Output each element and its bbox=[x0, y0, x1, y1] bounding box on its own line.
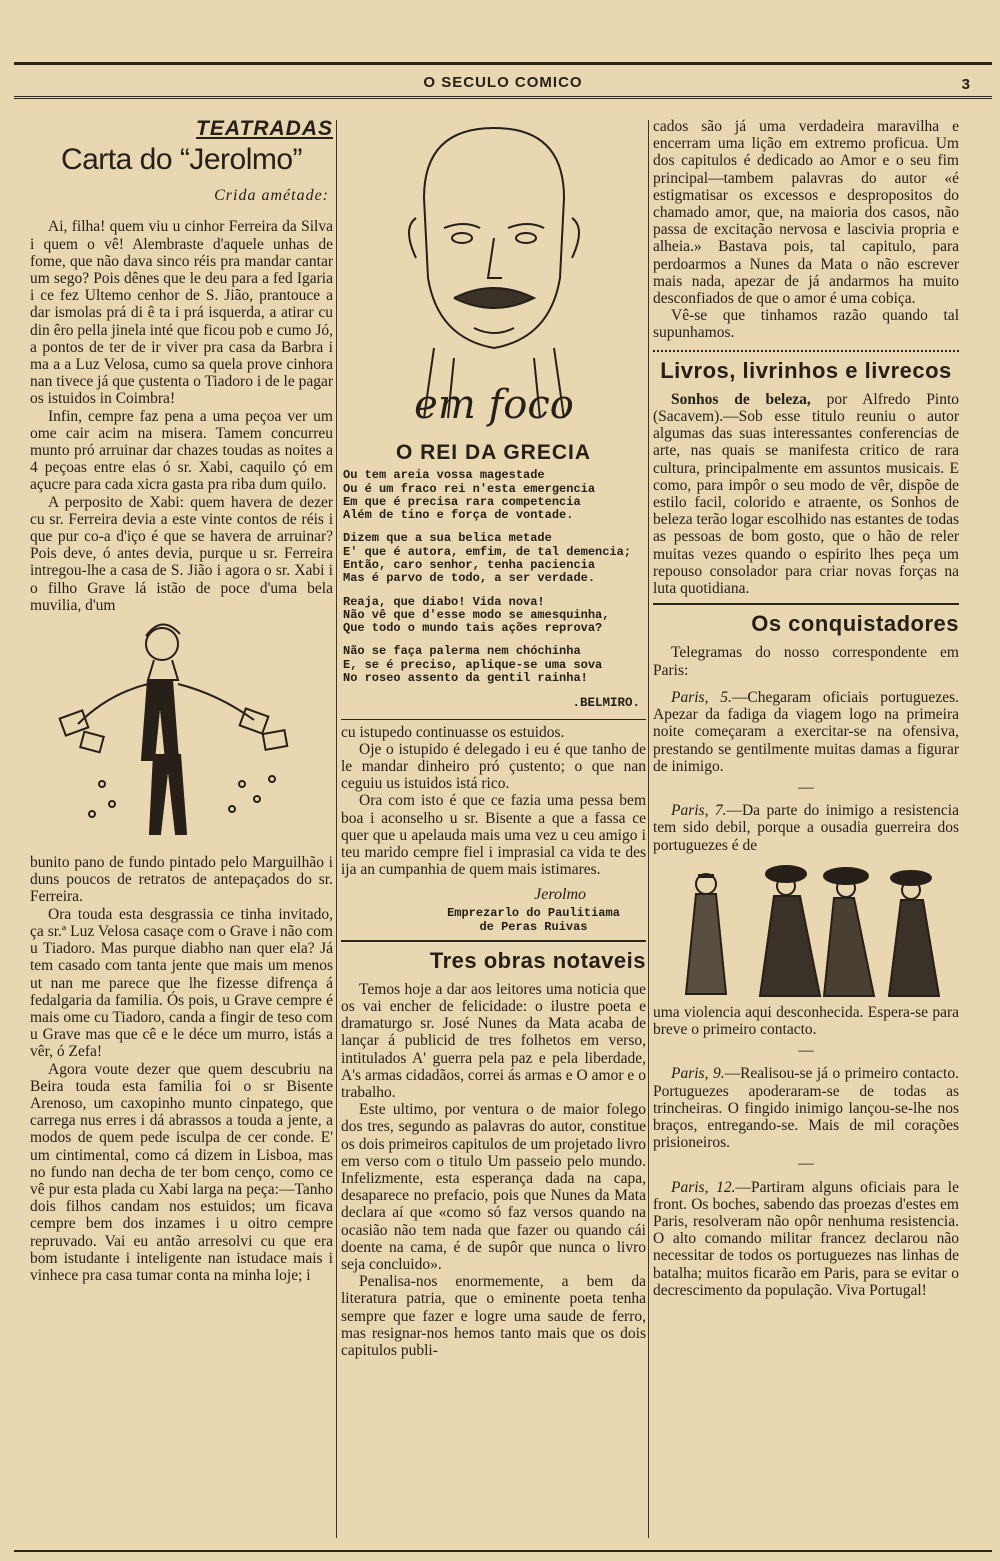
newspaper-title: O SECULO COMICO bbox=[423, 74, 583, 91]
paragraph: cu istupedo continuasse os estuidos. bbox=[341, 723, 565, 741]
dash-separator: — bbox=[798, 778, 814, 796]
telegram bbox=[653, 1065, 959, 1151]
poem-line: Além de tino e força de vontade. bbox=[343, 508, 574, 523]
dash-separator: — bbox=[798, 1155, 814, 1173]
poem-line: No roseo assento da gentil rainha! bbox=[343, 671, 588, 686]
paragraph: bunito pano de fundo pintado pelo Marguilhão i duns poucos de retratos de antepaçados do sr. Ferreira. bbox=[30, 854, 333, 906]
paragraph: Temos hoje a dar aos leitores uma noticia que os vai encher de felicidade: o ilustre poeta e dramaturgo sr. José Nunes da Mata acaba de lançar á publicid de tres folhetos em verso, intitulados A' guerra pela paz e pela liberdade, A's armas cidadãos, correi ás armas e O amor e o trabalho. bbox=[341, 980, 646, 1102]
telegram-text: —Da parte do inimigo a resistencia tem sido debil, porque a ousadia guerreira dos portuguezes é de bbox=[653, 802, 959, 854]
telegram-text: —Realisou-se já o primeiro contacto. Portuguezes apoderaram-se de todas as trincheiras. O fingido inimigo lançou-se-lhe nos braços, entregando-se. Mais de mil corações prisioneiros. bbox=[653, 1065, 959, 1152]
paragraph bbox=[653, 391, 959, 597]
telegram bbox=[653, 802, 959, 854]
section-title-conquistadores: Os conquistadores bbox=[751, 611, 959, 637]
telegram-date: Paris, 7. bbox=[671, 802, 727, 820]
article-title-carta: Carta do “Jerolmo” bbox=[60, 143, 303, 177]
telegram-date: Paris, 5. bbox=[671, 688, 732, 706]
telegram-text: —Chegaram oficiais portuguezes. Apezar da fadiga da viagem logo na primeira noite começaram a exercitar-se na ofensiva, prestando se gentilmente muitas damas a figurar de inimigo. bbox=[653, 688, 959, 775]
paragraph: Oje o istupido é delegado i eu é que tanho de le mandar dinheiro pró çustento; o que nan ceguiu us istuidos istá rico. bbox=[341, 740, 646, 793]
column-1 bbox=[30, 118, 333, 1284]
page-number: 3 bbox=[961, 76, 970, 93]
poem-line: Em que é precisa rara competencia bbox=[343, 494, 581, 509]
column-3 bbox=[653, 118, 959, 1299]
paragraph: uma violencia aqui desconhecida. Espera-se para breve o primeiro contacto. bbox=[653, 1003, 959, 1038]
king-caricature-illustration bbox=[354, 118, 634, 438]
section-title-teatradas: TEATRADAS bbox=[196, 117, 333, 140]
masthead bbox=[14, 66, 992, 99]
book-title: Sonhos de beleza, bbox=[671, 390, 811, 408]
divider bbox=[653, 603, 959, 605]
section-title-tres-obras: Tres obras notaveis bbox=[429, 947, 646, 973]
telegram-date: Paris, 9. bbox=[671, 1065, 725, 1083]
paragraph: Telegramas do nosso correspondente em Paris: bbox=[653, 644, 959, 679]
telegram-text: —Partiram alguns oficiais para le front. Os boches, sabendo das proezas d'estes em Paris, resolveram não opôr nenhuma resistencia. O alto comando militar francez declarou não necessitar de todos os portuguezes nas linhas de batalha; muitos ficarão em Paris, para se evitar o decrescimento da população. Viva Portugal! bbox=[653, 1178, 959, 1299]
poem-line: Não se faça palerma nem chóchinha bbox=[343, 644, 581, 659]
column-rule-1 bbox=[336, 120, 337, 1538]
signature-subtitle: Emprezarlo do Paulitiama bbox=[447, 905, 620, 920]
column-2 bbox=[341, 118, 646, 1359]
paragraph: Penalisa-nos enormemente, a bem da literatura patria, que o eminente poeta tenha sempre que fazer e logre uma saude de ferro, mas resignar-nos hemos tanto mais que os dois capitulos publi- bbox=[341, 1273, 646, 1360]
poem-author: .BELMIRO. bbox=[572, 696, 640, 711]
telegram bbox=[653, 689, 959, 775]
paragraph: A perposito de Xabi: quem havera de dezer cu sr. Ferreira devia a este vinte contos de réis i que pur co-a d'iço é que se havera de arruinar? Pois deve, ó antes devia, purque u sr. Ferreira intregou-lhe a casa de S. Jião i agora o sr. Xabi i o filho Grave lá istão de poce d'uma bela muvilia, d'um bbox=[30, 493, 333, 614]
salutation: Crida amétade: bbox=[214, 187, 329, 205]
paragraph: Ora touda esta desgrassia ce tinha invitado, ça sr.ª Luz Velosa casaçe com o Grave i não com u Tiadoro. Mas purque diabho nan quer ela? Já tem casado com tanta jente que mais um menos ut nan me parece que lhe fizesse difrença á fedalgaria da familia. Ós pois, u Grave cempre é mais ome cu Tiadoro, canda a fingir de teso com u Grave mas que cê e le déce um murro, istás a vêr, ó Zefa! bbox=[30, 905, 333, 1061]
paragraph: Agora voute dezer que quem descubriu na Beira touda esta familia foi o sr Bisente Arenoso, um caxopinho munto cinpatego, que carrega nus erres i dá abrassos a touda a jente, a modos de quem pede isculpa de cer conde. E' um cintimental, como cá dizem in Lisboa, mas no fundo nan decha de ter bom cenço, como ce vê pur esta plada cu Xabi larga na peça:—Tanho dois filhos candam nos estuidos; um ficava cempre bem dos inzames i u oitro cempre repruvado. Vai eu antão arresolvi cu que era bom istudante i inteligente nan istudace mais i vinhece pra casa tumar conta na minha loje; i bbox=[30, 1060, 333, 1284]
book-review: por Alfredo Pinto (Sacavem).—Sob esse titulo reuniu o autor algumas das suas interessantes conferencias de arte, nas quais se manifesta critico de rara cultura, principalmente em assuntos musicais. E como, para impôr o seu modo de vêr, dispõe de estilo facil, colorido e atraente, os Sonhos de beleza terão logar escolhido nas estantes de todas as pessoas de bom gosto, que o hão de reler muitas vezes quando o espirito lhes peça um repouso consolador para criar novas forças na luta quotidiana. bbox=[653, 390, 960, 598]
poem-line: Que todo o mundo tais ações reprova? bbox=[343, 621, 603, 636]
telegram-date: Paris, 12. bbox=[671, 1178, 736, 1196]
dash-separator: — bbox=[798, 1042, 814, 1060]
poem-line: E, se é preciso, aplique-se uma sova bbox=[343, 657, 603, 672]
paragraph: cados são já uma verdadeira maravilha e encerram uma lição em extremo proficua. Um dos capitulos é dedicado ao Amor e o seu fim principal—tambem palavras do autor «é estigmatisar os excessos e despropositos do chamado amor, que, na maioria dos casos, não passa de excitação nervosa e lascivia propria e alheia.» Bastava pois, tal capitulo, para perdoarmos a Nunes da Mata o não escrever mais nada, apezar de já andarmos ha muito desconfiados de que o amor é uma cobiça. bbox=[653, 118, 959, 308]
ornamental-divider bbox=[653, 350, 959, 352]
telegram bbox=[653, 1179, 959, 1299]
divider bbox=[341, 940, 646, 942]
poem-line: Então, caro senhor, tenha paciencia bbox=[343, 557, 596, 572]
paragraph: Ai, filha! quem viu u cinhor Ferreira da Silva i quem o vê! Alembraste d'aquele unhas de fome, que não dava sinco réis pra mandar cantar um sego? Pois dênes que le deu para a fed Igaria i ce fez Ultemo cenhor de S. Jião, prantouce a dar ismolas prá di ê ta i prá isquerda, a atirar cu din êro pella jinela inté que ficou pob e cumo Jó, a pontos de ter de ir viver pra casa da Barbra i ma a a Luz Velosa, cumo sa quela prove cinhora nan tivece já que çustenta o Tiadoro i de le pagar os istuidos in Coimbra! bbox=[30, 218, 334, 408]
section-title-livros: Livros, livrinhos e livrecos bbox=[660, 357, 952, 383]
soldiers-and-ladies-illustration bbox=[656, 854, 956, 1004]
paragraph: Este ultimo, por ventura o de maior folego dos tres, segundo as palavras do autor, constitue os dois primeiros capitulos de um projetado livro em verso com o titulo Um passeio pelo mundo. Infelizmente, esta esperança dada na capa, desaparece no prefacio, pois que Nunes da Mata declara aí que «como só faz versos quando na ocasião não tem nada que fazer ou quando cái doente na cama, é de supôr que nunca o livro seja concluido». bbox=[341, 1101, 646, 1274]
paragraph: Vê-se que tinhamos razão quando tal supunhamos. bbox=[653, 307, 959, 342]
signature-subtitle: de Peras Ruivas bbox=[479, 919, 588, 934]
king-title: O REI DA GRECIA bbox=[395, 441, 592, 464]
column-rule-2 bbox=[648, 120, 649, 1538]
poem-line: Dizem que a sua belica metade bbox=[343, 531, 552, 546]
poem-line: E' que é autora, emfim, de tal demencia; bbox=[343, 544, 632, 559]
divider bbox=[341, 719, 646, 720]
poem-line: Não vê que d'esse modo se amesquinha, bbox=[343, 607, 610, 622]
poem-line: Reaja, que diabo! Vida nova! bbox=[343, 594, 545, 609]
poem-line: Ou é um fraco rei n'esta emergencia bbox=[343, 481, 596, 496]
man-throwing-money-illustration bbox=[42, 614, 322, 854]
poem-line: Ou tem areia vossa magestade bbox=[343, 468, 545, 483]
poem bbox=[343, 469, 646, 685]
poem-line: Mas é parvo de todo, a ser verdade. bbox=[343, 571, 596, 586]
paragraph: Infin, cempre faz pena a uma peçoa ver um ome cair acim na misera. Tamem concurreu munto pró arruinar dar chazes toudas as noites a 4 peçoas entre elas ó sr. Xabi, caquilo çó em açucre para cada xicra gasta pra riba dum quilo. bbox=[30, 407, 333, 494]
caricature-signature: em foco bbox=[413, 382, 574, 428]
letter-signature: Jerolmo bbox=[534, 886, 586, 904]
paragraph: Ora com isto é que ce fazia uma pessa bem boa i aconselho u sr. Bisente a que a fassa ce quer que u apelauda mais uma vez u ceu amigo i teu marido cempre fiel i imprasial ca vida te des ija an cumpanhia de quem mais istimares. bbox=[341, 792, 646, 879]
